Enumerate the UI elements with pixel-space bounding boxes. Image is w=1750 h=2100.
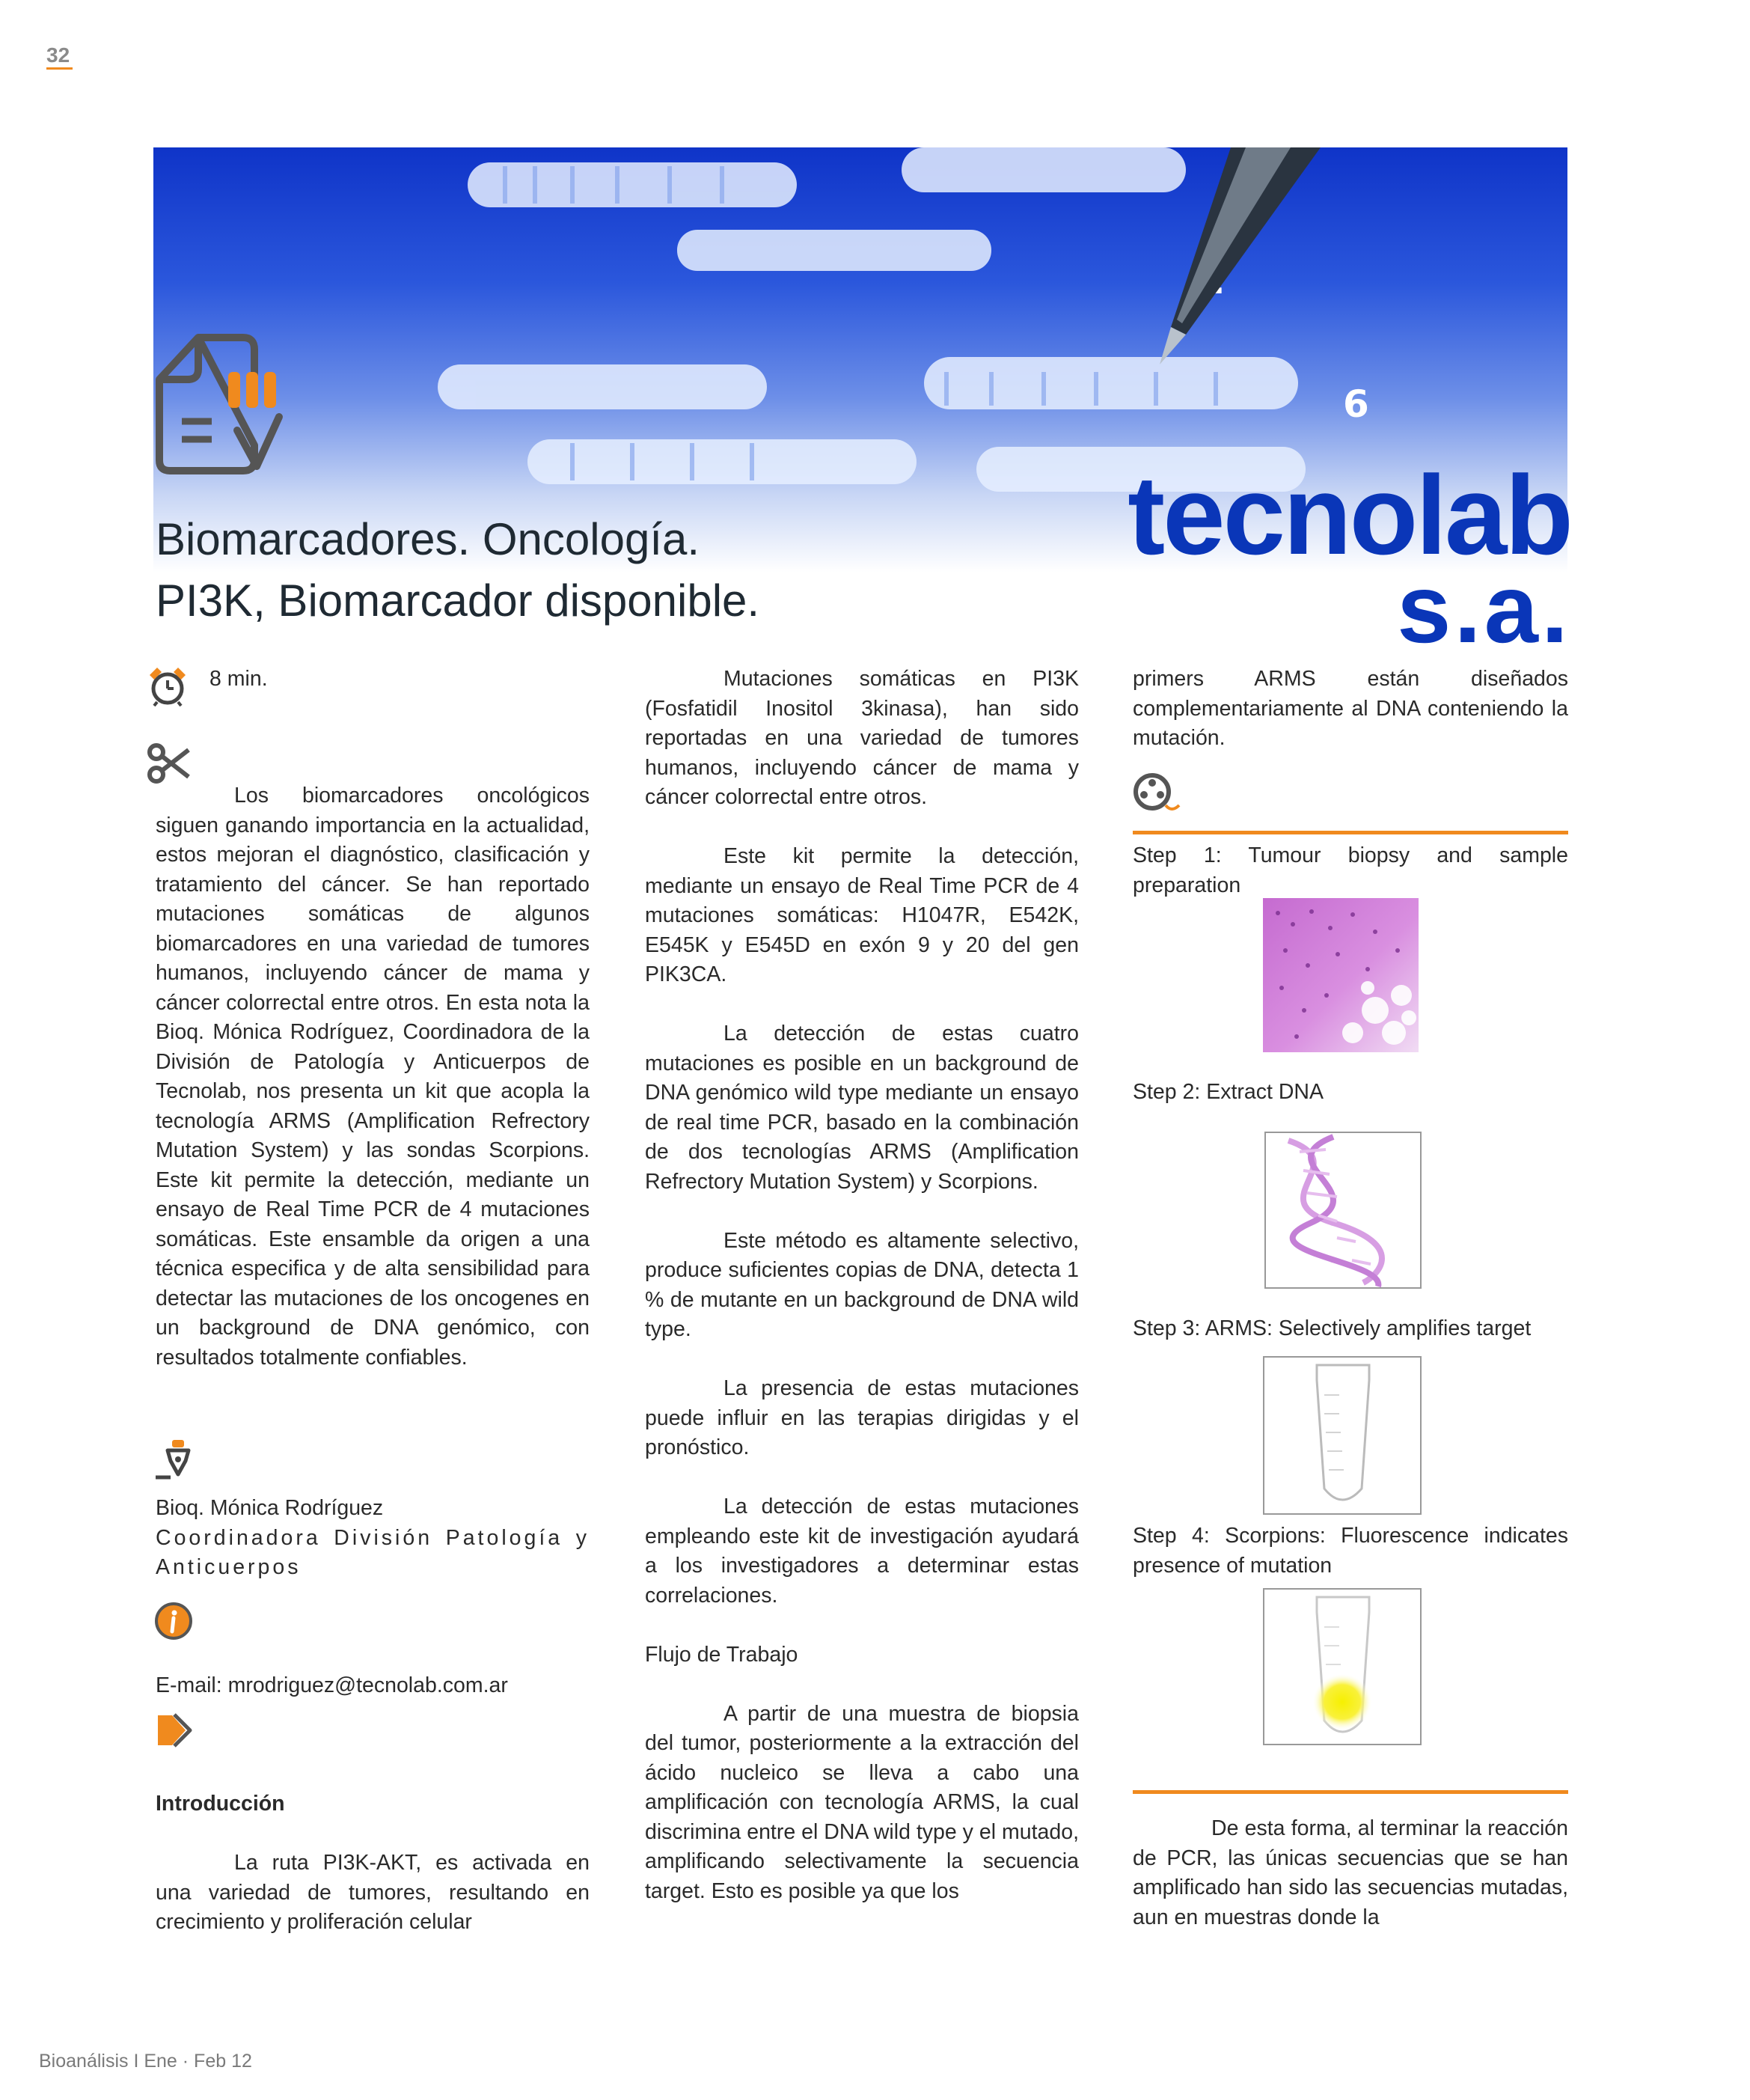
- col2-paragraph-5: La presencia de estas mutaciones puede influir en las terapias dirigidas y el pronóstico.: [645, 1376, 1079, 1459]
- biopsy-tissue-image: [1263, 898, 1419, 1052]
- fluorescent-tube-image: [1263, 1588, 1422, 1745]
- step-1-label-block: [1133, 841, 1568, 900]
- step-3-label: Step 3: ARMS: Selectively amplifies target: [1133, 1316, 1532, 1340]
- column-2: [645, 665, 1079, 1906]
- fountain-pen-icon: [154, 1438, 198, 1480]
- col2-paragraph-2: Este kit permite la detección, mediante un ensayo de Real Time PCR de 4 mutaciones somáticas: H1047R, E542K, E545K y E545D en exón 9 y 20 del gen PIK3CA.: [645, 844, 1079, 986]
- svg-text:6: 6: [1343, 382, 1369, 426]
- title-line-2: PI3K, Biomarcador disponible.: [156, 576, 760, 626]
- column-1: [156, 781, 590, 1373]
- step-2-label-block: [1133, 1078, 1568, 1108]
- arrow-right-icon: [156, 1712, 193, 1749]
- introduccion-paragraph: La ruta PI3K-AKT, es activada en una variedad de tumores, resultando en crecimiento y proliferación celular: [156, 1851, 590, 1934]
- brand-logo: [1115, 452, 1571, 663]
- col2-paragraph-7: A partir de una muestra de biopsia del tumor, posteriormente a la extracción del ácido nucleico se lleva a cabo una amplificación con tecnología ARMS, la cual discrimina entre el DNA wild type y el mutado, amplificando selectivamente la secuencia target. Esto es posible ya que los: [645, 1701, 1079, 1903]
- page-footer: Bioanálisis I Ene · Feb 12: [39, 2051, 252, 2072]
- info-icon: [154, 1602, 193, 1640]
- brand-suffix: s.a.: [1397, 554, 1571, 663]
- step-3-label-block: [1133, 1314, 1568, 1344]
- introduccion-heading: Introducción: [156, 1792, 285, 1816]
- introduccion-section: [156, 1789, 590, 1938]
- col3-paragraph-2: De esta forma, al terminar la reacción de PCR, las únicas secuencias que se han amplificado han sido las secuencias mutadas, aun en muestras donde la: [1133, 1816, 1568, 1929]
- brand-name: tecnolab: [1128, 452, 1571, 578]
- title-line-1: Biomarcadores. Oncología.: [156, 514, 700, 564]
- intro-paragraph: Los biomarcadores oncológicos siguen ganando importancia en la actualidad, estos mejoran el diagnóstico, clasificación y tratamiento del cáncer. Se han reportado mutaciones somáticas de algunos biomarcadores en una variedad de tumores humanos, incluyendo cáncer de mama y cáncer colorrectal entre otros. En esta nota la Bioq. Mónica Rodríguez, Coordinadora de la División de Patología y Anticuerpos de Tecnolab, nos presenta un kit que acopla la tecnología ARMS (Amplification Refrectory Mutation System) y las sondas Scorpions. Este kit permite la detección, mediante un ensayo de Real Time PCR de 4 mutaciones somáticas. Este ensamble da origen a una técnica especifica y de alta sensibilidad para detectar las mutaciones de los oncogenes en un background de DNA genómico, con resultados totalmente confiables.: [156, 784, 590, 1370]
- col2-paragraph-1: Mutaciones somáticas en PI3K (Fosfatidil Inositol 3kinasa), han sido reportadas en una variedad de tumores humanos, incluyendo cáncer de mama y cáncer colorrectal entre otros.: [645, 667, 1079, 809]
- pcr-tube-image: [1263, 1356, 1422, 1515]
- scissors-icon: [147, 742, 192, 784]
- col3-closing: [1133, 1814, 1568, 1932]
- col2-paragraph-3: La detección de estas cuatro mutaciones es posible en un background de DNA genómico wild type mediante un ensayo de real time PCR, basado en la combinación de dos tecnologías ARMS (Amplification Refrectory Mutation System) y Scorpions.: [645, 1022, 1079, 1194]
- step-2-label: Step 2: Extract DNA: [1133, 1080, 1324, 1104]
- step-1-label: Step 1: Tumour biopsy and sample preparation: [1133, 843, 1568, 897]
- author-block: [156, 1494, 590, 1583]
- article-title: [156, 509, 759, 632]
- col3-intro: [1133, 665, 1568, 754]
- alarm-clock-icon: [147, 665, 189, 706]
- author-email: E-mail: mrodriguez@tecnolab.com.ar: [156, 1673, 508, 1697]
- author-role: Coordinadora División Patología y Anticuerpos: [156, 1525, 590, 1579]
- dna-helix-image: [1264, 1132, 1422, 1289]
- author-email-block: [156, 1671, 590, 1701]
- step-4-label-block: [1133, 1521, 1568, 1581]
- page-number: 32: [46, 43, 73, 70]
- read-time: 8 min.: [209, 667, 268, 691]
- workflow-heading: Flujo de Trabajo: [645, 1642, 798, 1667]
- section-divider-bottom: [1133, 1790, 1568, 1794]
- col3-paragraph-1: primers ARMS están diseñados complementariamente al DNA conteniendo la mutación.: [1133, 667, 1568, 750]
- section-divider-top: [1133, 831, 1568, 834]
- col2-paragraph-6: La detección de estas mutaciones empleando este kit de investigación ayudará a los investigadores a determinar estas correlaciones.: [645, 1495, 1079, 1608]
- col2-paragraph-4: Este método es altamente selectivo, produce suficientes copias de DNA, detecta 1 % de mutante en un background de DNA wild type.: [645, 1228, 1079, 1341]
- author-name: Bioq. Mónica Rodríguez: [156, 1496, 384, 1520]
- document-chart-icon: [153, 333, 288, 475]
- step-4-label: Step 4: Scorpions: Fluorescence indicates presence of mutation: [1133, 1524, 1568, 1578]
- film-reel-icon: [1133, 772, 1182, 814]
